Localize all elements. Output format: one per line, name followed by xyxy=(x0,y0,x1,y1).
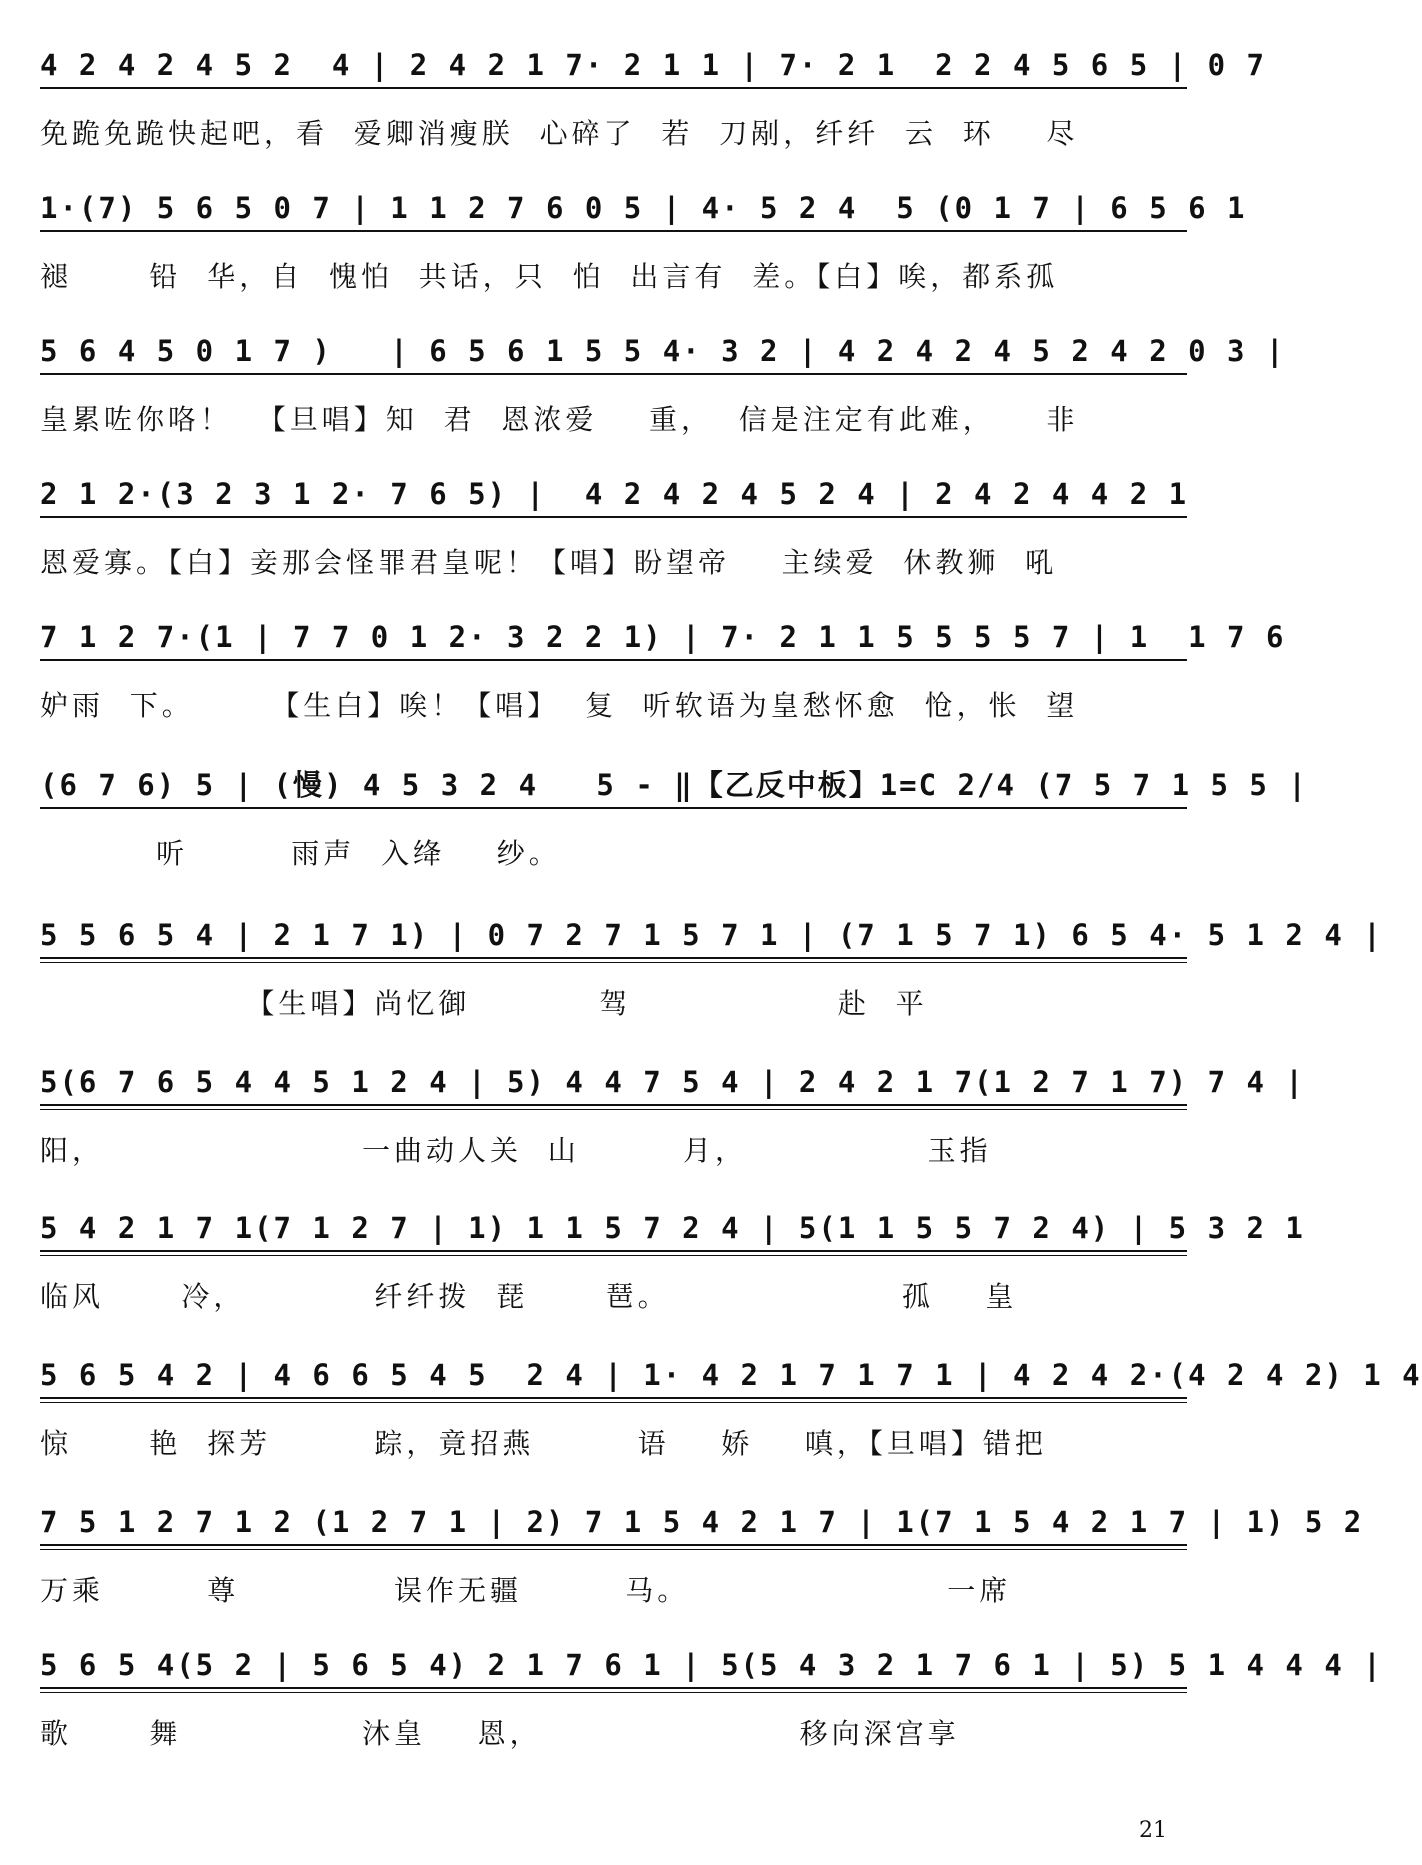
rhythm-underline xyxy=(40,1544,1187,1546)
score-system xyxy=(40,910,1383,1058)
lyrics-line: 歌 舞 沐皇 恩， 移向深宫享 xyxy=(40,1717,960,1750)
score-system xyxy=(40,1350,1422,1498)
lyrics-line: 妒雨 下。 【生白】唉！【唱】 复 听软语为皇愁怀愈 怆，怅 望 xyxy=(40,689,1079,722)
rhythm-underline-double xyxy=(40,1255,1187,1256)
notation-line: 2 1 2·(3 2 3 1 2· 7 6 5) | 4 2 4 2 4 5 2 4 | 2 4 2 4 4 2 1 xyxy=(40,477,1189,511)
rhythm-underline xyxy=(40,1250,1187,1252)
score-system xyxy=(40,1203,1305,1351)
notation-line: 5 4 2 1 7 1(7 1 2 7 | 1) 1 1 5 7 2 4 | 5(1 1 5 5 7 2 4) | 5 3 2 1 xyxy=(40,1211,1305,1245)
lyrics-line: 免跪免跪快起吧，看 爱卿消瘦朕 心碎了 若 刀剐，纤纤 云 环 尽 xyxy=(40,117,1079,150)
notation-line: 7 5 1 2 7 1 2 (1 2 7 1 | 2) 7 1 5 4 2 1 7 | 1(7 1 5 4 2 1 7 | 1) 5 2 xyxy=(40,1505,1364,1539)
rhythm-underline-double xyxy=(40,1549,1187,1550)
notation-line: 5(6 7 6 5 4 4 5 1 2 4 | 5) 4 4 7 5 4 | 2 4 2 1 7(1 2 7 1 7) 7 4 | xyxy=(40,1065,1305,1099)
lyrics-line: 【生唱】尚忆御 驾 赴 平 xyxy=(40,987,928,1020)
rhythm-underline xyxy=(40,957,1187,959)
rhythm-underline xyxy=(40,1104,1187,1106)
score-system xyxy=(40,183,1247,331)
notation-line: 7 1 2 7·(1 | 7 7 0 1 2· 3 2 2 1) | 7· 2 1 1 5 5 5 5 7 | 1 1 7 6 xyxy=(40,620,1286,654)
rhythm-underline-double xyxy=(40,962,1187,963)
rhythm-underline xyxy=(40,1687,1187,1689)
notation-line: (6 7 6) 5 | (慢) 4 5 3 2 4 5 - ‖【乙反中板】1=C 2/4 (7 5 7 1 5 5 | xyxy=(40,768,1308,802)
rhythm-underline xyxy=(40,87,1187,89)
rhythm-underline xyxy=(40,516,1187,518)
lyrics-line: 皇累咗你咯！ 【旦唱】知 君 恩浓爱 重， 信是注定有此难， 非 xyxy=(40,403,1079,436)
score-system xyxy=(40,760,1308,908)
score-system xyxy=(40,1057,1305,1205)
rhythm-underline xyxy=(40,807,1187,809)
score-system xyxy=(40,469,1187,617)
lyrics-line: 听 雨声 入绛 纱。 xyxy=(40,837,561,870)
rhythm-underline xyxy=(40,1397,1187,1399)
lyrics-line: 万乘 尊 误作无疆 马。 一席 xyxy=(40,1574,1012,1607)
lyrics-line: 惊 艳 探芳 踪，竟招燕 语 娇 嗔，【旦唱】错把 xyxy=(40,1427,1047,1460)
lyrics-line: 临风 冷， 纤纤拨 琵 琶。 孤 皇 xyxy=(40,1280,1018,1313)
notation-line: 4 2 4 2 4 5 2 4 | 2 4 2 1 7· 2 1 1 | 7· 2 1 2 2 4 5 6 5 | 0 7 xyxy=(40,48,1266,82)
page-number: 21 xyxy=(1139,1818,1167,1843)
rhythm-underline xyxy=(40,230,1187,232)
lyrics-line: 阳， 一曲动人关 山 月， 玉指 xyxy=(40,1134,992,1167)
rhythm-underline-double xyxy=(40,1109,1187,1110)
rhythm-underline xyxy=(40,659,1187,661)
notation-line: 5 6 5 4(5 2 | 5 6 5 4) 2 1 7 6 1 | 5(5 4 3 2 1 7 6 1 | 5) 5 1 4 4 4 | xyxy=(40,1648,1383,1682)
lyrics-line: 恩爱寡。【白】妾那会怪罪君皇呢！【唱】盼望帝 主续爱 休教狮 吼 xyxy=(40,546,1058,579)
score-system xyxy=(40,1497,1364,1645)
rhythm-underline xyxy=(40,373,1187,375)
notation-line: 5 6 4 5 0 1 7 ) | 6 5 6 1 5 5 4· 3 2 | 4 2 4 2 4 5 2 4 2 0 3 | xyxy=(40,334,1286,368)
notation-line: 5 5 6 5 4 | 2 1 7 1) | 0 7 2 7 1 5 7 1 | (7 1 5 7 1) 6 5 4· 5 1 2 4 | xyxy=(40,918,1383,952)
notation-line: 5 6 5 4 2 | 4 6 6 5 4 5 2 4 | 1· 4 2 1 7 1 7 1 | 4 2 4 2·(4 2 4 2) 1 4 xyxy=(40,1358,1422,1392)
score-system xyxy=(40,326,1286,474)
notation-line: 1·(7) 5 6 5 0 7 | 1 1 2 7 6 0 5 | 4· 5 2 4 5 (0 1 7 | 6 5 6 1 xyxy=(40,191,1247,225)
score-system xyxy=(40,1640,1383,1788)
score-system xyxy=(40,40,1266,188)
score-system xyxy=(40,612,1286,760)
rhythm-underline-double xyxy=(40,1692,1187,1693)
lyrics-line: 褪 铅 华，自 愧怕 共话，只 怕 出言有 差。【白】唉，都系孤 xyxy=(40,260,1059,293)
rhythm-underline-double xyxy=(40,1402,1187,1403)
